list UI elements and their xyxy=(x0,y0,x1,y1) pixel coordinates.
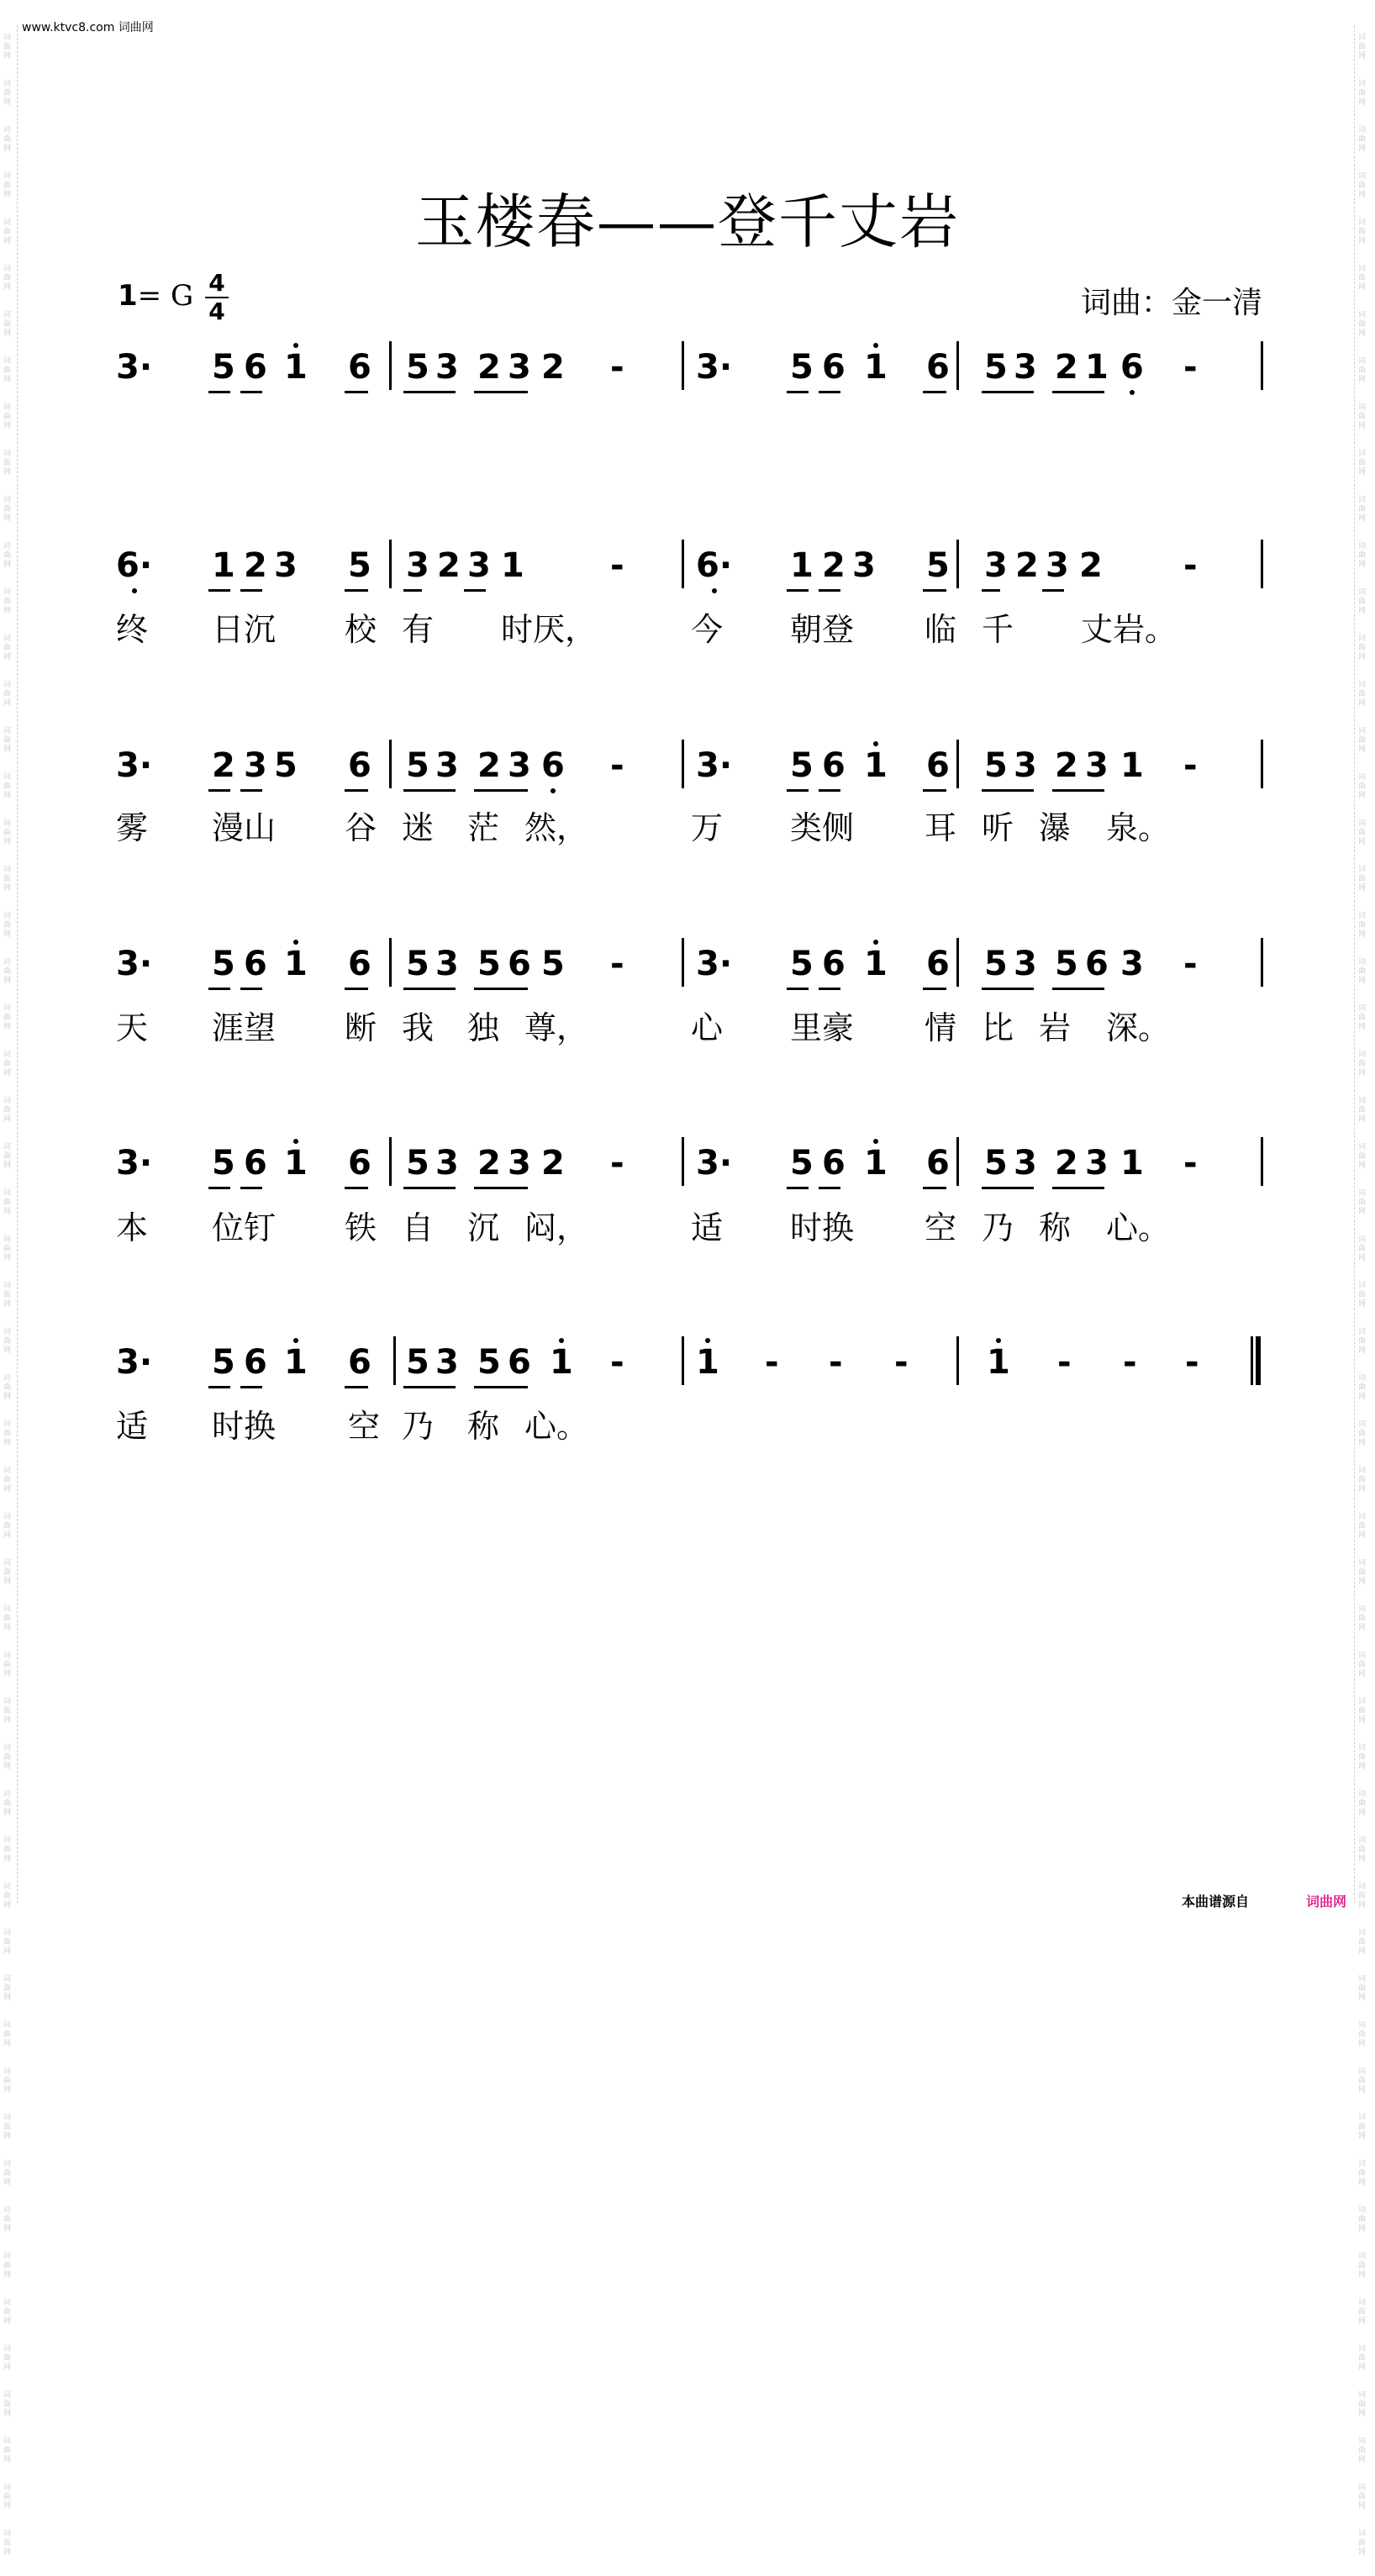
note: 3· xyxy=(696,945,733,983)
bar-line xyxy=(682,540,684,588)
beam-underline xyxy=(923,391,946,393)
lyric-syllable: 沉 xyxy=(467,1209,500,1246)
lyric-syllable: 听 xyxy=(982,809,1014,846)
notation-line-3 xyxy=(116,745,1264,795)
lyric-syllable: 我 xyxy=(402,1009,435,1046)
note: 6 xyxy=(244,1144,267,1183)
lyric-syllable: 漫山 xyxy=(212,809,277,846)
note: 1 xyxy=(1085,348,1109,387)
note: 2 xyxy=(541,348,565,387)
lyric-line-1 xyxy=(116,603,1264,648)
lyric-syllable: 称 xyxy=(1039,1209,1072,1246)
beam-underline xyxy=(240,1187,262,1189)
note: 3· xyxy=(696,746,733,785)
note: 3 xyxy=(1014,348,1037,387)
lyric-syllable: 今 xyxy=(691,611,724,648)
beam-underline xyxy=(208,789,230,792)
note: 1 xyxy=(501,546,524,585)
note: 6 xyxy=(348,1144,371,1183)
bar-line xyxy=(389,540,392,588)
note: 6· xyxy=(116,546,153,585)
note: 3 xyxy=(984,546,1008,585)
lyric-syllable: 时换 xyxy=(790,1209,855,1246)
lyric-syllable: 独 xyxy=(467,1009,500,1046)
lyric-syllable: 临 xyxy=(925,611,957,648)
beam-underline xyxy=(819,391,840,393)
note: 3· xyxy=(116,945,153,983)
note: 6 xyxy=(822,746,846,785)
time-signature-top: 4 xyxy=(208,269,225,297)
beam-underline xyxy=(1052,789,1104,792)
lyric-syllable: 千 xyxy=(982,611,1014,648)
beam-underline xyxy=(208,589,230,592)
beam-underline xyxy=(923,589,946,592)
bar-line xyxy=(1261,341,1263,390)
lyric-syllable: 终 xyxy=(116,611,149,648)
beam-underline xyxy=(474,1386,528,1388)
note: 3 xyxy=(1046,546,1069,585)
time-signature xyxy=(205,271,229,324)
lyric-syllable: 适 xyxy=(691,1209,724,1246)
bar-line xyxy=(389,938,392,987)
footer-site-link[interactable]: 词曲网 xyxy=(1305,1894,1346,1910)
beam-underline xyxy=(819,988,840,990)
note: 1 xyxy=(284,1343,308,1382)
lyric-syllable: 位钉 xyxy=(212,1209,277,1246)
lyric-syllable: 日沉 xyxy=(212,611,277,648)
lyric-syllable: 类侧 xyxy=(790,809,855,846)
beam-underline xyxy=(787,1187,809,1189)
bar-line xyxy=(1261,1137,1263,1186)
bar-line xyxy=(389,740,392,788)
footer-source-label: 本曲谱源自 xyxy=(1181,1894,1249,1910)
bar-line xyxy=(682,341,684,390)
note: 3 xyxy=(508,746,531,785)
lyric-line-4 xyxy=(116,1202,1264,1244)
site-label[interactable]: www.ktvc8.com 词曲网 xyxy=(22,21,154,34)
bar-line xyxy=(389,1137,392,1186)
dash: - xyxy=(1183,945,1198,983)
lyric-syllable: 适 xyxy=(116,1408,149,1445)
key-letter: G xyxy=(170,279,194,313)
bar-line xyxy=(956,1137,959,1186)
beam-underline xyxy=(345,988,368,990)
beam-underline xyxy=(208,1187,230,1189)
bar-line xyxy=(682,1137,684,1186)
bar-line xyxy=(1261,938,1263,987)
bar-line xyxy=(956,740,959,788)
dash: - xyxy=(610,746,624,785)
note: 1 xyxy=(864,945,888,983)
note: 5 xyxy=(984,746,1008,785)
lyric-syllable: 茫 xyxy=(467,809,500,846)
bar-line xyxy=(389,341,392,390)
note: 3· xyxy=(116,746,153,785)
note: 3 xyxy=(435,348,459,387)
note: 5 xyxy=(984,945,1008,983)
bar-line xyxy=(682,740,684,788)
notation-line-1 xyxy=(116,346,1264,397)
beam-underline xyxy=(923,1187,946,1189)
note: 3 xyxy=(508,1144,531,1183)
note: 3· xyxy=(116,348,153,387)
note: 3 xyxy=(1085,1144,1109,1183)
note: 3 xyxy=(508,348,531,387)
note: 5 xyxy=(212,1343,235,1382)
note: 3 xyxy=(1085,746,1109,785)
beam-underline xyxy=(1052,391,1104,393)
note: 3 xyxy=(274,546,298,585)
dash: - xyxy=(1183,348,1198,387)
note: 6 xyxy=(1120,348,1144,387)
beam-underline xyxy=(787,391,809,393)
note: 3 xyxy=(1014,945,1037,983)
final-bar-line xyxy=(1251,1336,1261,1385)
beam-underline xyxy=(403,391,456,393)
lyric-syllable: 断 xyxy=(345,1009,377,1046)
beam-underline xyxy=(403,589,422,592)
beam-underline xyxy=(240,988,262,990)
note: 5 xyxy=(790,945,814,983)
note: 2 xyxy=(477,348,501,387)
note: 5 xyxy=(406,1343,429,1382)
note: 1 xyxy=(1120,746,1144,785)
note: 1 xyxy=(284,1144,308,1183)
note: 3· xyxy=(116,1144,153,1183)
dash: - xyxy=(1183,746,1198,785)
left-watermark-strip: 词 曲 网 词 曲 网 词 曲 网 词 曲 网 词 曲 网 词 曲 网 词 曲 网 词 曲 网 词 曲 网 词 曲 网 词 曲 网 词 曲 网 词 曲 网 词 曲 网 词 曲 网 词 曲 网 词 曲 网 词 曲 网 词 曲 网 词 曲 网 词 曲 网 词 曲 网 词 曲 网 词 曲 网 词 曲 网 词 曲 网 词 曲 网 词 曲 网 词 曲 网 词 曲 网 词 曲 网 词 曲 网 词 曲 网 词 曲 网 词 曲 网 词 曲 网 词 曲 网 词 曲 网 词 曲 网 词 曲 网 词 曲 网 词 曲 网 词 曲 网 词 曲 网 词 曲 网 词 曲 网 词 曲 网 词 曲 网 词 曲 网 词 曲 网 词 曲 网 词 曲 网 词 曲 网 词 曲 网 词 曲 网 xyxy=(3,34,12,2557)
note: 2 xyxy=(1055,1144,1078,1183)
lyric-syllable: 然， xyxy=(524,809,589,846)
beam-underline xyxy=(819,589,840,592)
lyric-line-2 xyxy=(116,802,1264,844)
beam-underline xyxy=(345,589,368,592)
note: 1 xyxy=(864,746,888,785)
beam-underline xyxy=(464,589,486,592)
note: 6 xyxy=(926,348,950,387)
bar-line xyxy=(1261,740,1263,788)
beam-underline xyxy=(403,988,456,990)
note: 3 xyxy=(406,546,429,585)
note: 2 xyxy=(477,1144,501,1183)
note: 3 xyxy=(1120,945,1144,983)
note: 5 xyxy=(984,348,1008,387)
note: 5 xyxy=(212,348,235,387)
note: 1 xyxy=(212,546,235,585)
note: 2 xyxy=(822,546,846,585)
note: 6 xyxy=(244,945,267,983)
note: 5 xyxy=(541,945,565,983)
beam-underline xyxy=(240,1386,262,1388)
key-equals: = xyxy=(137,279,162,313)
note: 3· xyxy=(116,1343,153,1382)
beam-underline xyxy=(403,1187,456,1189)
beam-underline xyxy=(819,789,840,792)
beam-underline xyxy=(474,1187,528,1189)
lyric-syllable: 比 xyxy=(982,1009,1014,1046)
lyric-syllable: 时厌， xyxy=(501,611,598,648)
note: 5 xyxy=(212,1144,235,1183)
note: 3 xyxy=(435,945,459,983)
dash: - xyxy=(1057,1343,1072,1382)
lyric-syllable: 谷 xyxy=(345,809,377,846)
note: 2 xyxy=(1055,746,1078,785)
note: 2 xyxy=(1079,546,1103,585)
beam-underline xyxy=(208,988,230,990)
bar-line xyxy=(956,938,959,987)
beam-underline xyxy=(982,988,1034,990)
dash: - xyxy=(610,1144,624,1183)
note: 5 xyxy=(212,945,235,983)
lyric-syllable: 岩 xyxy=(1039,1009,1072,1046)
beam-underline xyxy=(345,789,368,792)
note: 6 xyxy=(244,1343,267,1382)
lyric-syllable: 有 xyxy=(402,611,435,648)
beam-underline xyxy=(787,988,809,990)
beam-underline xyxy=(474,789,528,792)
lyric-syllable: 天 xyxy=(116,1009,149,1046)
key-signature xyxy=(118,279,193,329)
dash: - xyxy=(610,1343,624,1382)
note: 5 xyxy=(926,546,950,585)
lyric-syllable: 雾 xyxy=(116,809,149,846)
note: 1 xyxy=(696,1343,719,1382)
beam-underline xyxy=(982,789,1034,792)
note: 5 xyxy=(477,945,501,983)
note: 5 xyxy=(477,1343,501,1382)
note: 6 xyxy=(1085,945,1109,983)
note: 3 xyxy=(467,546,491,585)
lyric-syllable: 丈岩。 xyxy=(1081,611,1177,648)
dash: - xyxy=(1123,1343,1137,1382)
note: 2 xyxy=(477,746,501,785)
note: 5 xyxy=(790,348,814,387)
bar-line xyxy=(682,938,684,987)
lyric-syllable: 心。 xyxy=(524,1408,589,1445)
note: 6 xyxy=(348,945,371,983)
lyric-syllable: 迷 xyxy=(402,809,435,846)
beam-underline xyxy=(787,589,809,592)
note: 1 xyxy=(1120,1144,1144,1183)
dash: - xyxy=(829,1343,843,1382)
dash: - xyxy=(610,348,624,387)
note: 5 xyxy=(790,746,814,785)
lyric-line-5 xyxy=(116,1400,1264,1445)
note: 6 xyxy=(508,1343,531,1382)
note: 6· xyxy=(696,546,733,585)
beam-underline xyxy=(982,391,1034,393)
beam-underline xyxy=(240,391,262,393)
note: 1 xyxy=(550,1343,573,1382)
note: 3 xyxy=(852,546,876,585)
lyric-syllable: 空 xyxy=(348,1408,381,1445)
dash: - xyxy=(765,1343,779,1382)
beam-underline xyxy=(982,589,1000,592)
time-signature-bottom: 4 xyxy=(208,298,225,325)
note: 1 xyxy=(284,348,308,387)
lyric-syllable: 尊， xyxy=(524,1009,589,1046)
beam-underline xyxy=(403,789,456,792)
note: 1 xyxy=(987,1343,1010,1382)
note: 5 xyxy=(406,945,429,983)
beam-underline xyxy=(923,988,946,990)
dash: - xyxy=(1185,1343,1199,1382)
note: 1 xyxy=(284,945,308,983)
note: 5 xyxy=(1055,945,1078,983)
note: 1 xyxy=(864,348,888,387)
note: 3· xyxy=(696,1144,733,1183)
lyric-syllable: 心 xyxy=(691,1009,724,1046)
note: 3 xyxy=(244,746,267,785)
bar-line xyxy=(956,1336,959,1385)
note: 3 xyxy=(435,1144,459,1183)
note: 1 xyxy=(864,1144,888,1183)
left-margin-line xyxy=(17,25,18,1904)
beam-underline xyxy=(1052,988,1104,990)
note: 3 xyxy=(435,1343,459,1382)
lyric-syllable: 校 xyxy=(345,611,377,648)
note: 6 xyxy=(822,1144,846,1183)
note: 5 xyxy=(790,1144,814,1183)
right-margin-line xyxy=(1354,25,1355,1904)
note: 2 xyxy=(437,546,461,585)
author-credit: 词曲：金一清 xyxy=(1080,286,1262,320)
note: 6 xyxy=(508,945,531,983)
note: 6 xyxy=(926,945,950,983)
beam-underline xyxy=(345,1386,368,1388)
note: 5 xyxy=(984,1144,1008,1183)
lyric-syllable: 瀑 xyxy=(1039,809,1072,846)
bar-line xyxy=(393,1336,396,1385)
bar-line xyxy=(1261,540,1263,588)
note: 5 xyxy=(406,746,429,785)
song-title: 玉楼春——登千丈岩 xyxy=(415,187,960,256)
beam-underline xyxy=(923,789,946,792)
lyric-syllable: 情 xyxy=(925,1009,957,1046)
lyric-syllable: 称 xyxy=(467,1408,500,1445)
beam-underline xyxy=(208,391,230,393)
dash: - xyxy=(894,1343,909,1382)
note: 6 xyxy=(244,348,267,387)
lyric-syllable: 涯望 xyxy=(212,1009,277,1046)
note: 2 xyxy=(541,1144,565,1183)
beam-underline xyxy=(474,391,528,393)
bar-line xyxy=(956,341,959,390)
beam-underline xyxy=(240,789,262,792)
bar-line xyxy=(956,540,959,588)
note: 5 xyxy=(274,746,298,785)
lyric-line-3 xyxy=(116,1002,1264,1044)
lyric-syllable: 时换 xyxy=(212,1408,277,1445)
note: 6 xyxy=(541,746,565,785)
note: 2 xyxy=(244,546,267,585)
lyric-syllable: 乃 xyxy=(402,1408,435,1445)
dash: - xyxy=(1183,546,1198,585)
beam-underline xyxy=(208,1386,230,1388)
key-degree: 1 xyxy=(118,279,138,313)
bar-line xyxy=(682,1336,684,1385)
note: 2 xyxy=(1055,348,1078,387)
note: 6 xyxy=(926,1144,950,1183)
dash: - xyxy=(1183,1144,1198,1183)
beam-underline xyxy=(982,1187,1034,1189)
note: 6 xyxy=(822,945,846,983)
beam-underline xyxy=(345,1187,368,1189)
note: 3 xyxy=(1014,1144,1037,1183)
lyric-syllable: 泉。 xyxy=(1106,809,1171,846)
note: 6 xyxy=(348,348,371,387)
beam-underline xyxy=(1042,589,1064,592)
note: 6 xyxy=(348,746,371,785)
note: 6 xyxy=(926,746,950,785)
note: 3· xyxy=(696,348,733,387)
lyric-syllable: 空 xyxy=(925,1209,957,1246)
note: 5 xyxy=(348,546,371,585)
beam-underline xyxy=(787,789,809,792)
right-watermark-strip: 词 曲 网 词 曲 网 词 曲 网 词 曲 网 词 曲 网 词 曲 网 词 曲 网 词 曲 网 词 曲 网 词 曲 网 词 曲 网 词 曲 网 词 曲 网 词 曲 网 词 曲 网 词 曲 网 词 曲 网 词 曲 网 词 曲 网 词 曲 网 词 曲 网 词 曲 网 词 曲 网 词 曲 网 词 曲 网 词 曲 网 词 曲 网 词 曲 网 词 曲 网 词 曲 网 词 曲 网 词 曲 网 词 曲 网 词 曲 网 词 曲 网 词 曲 网 词 曲 网 词 曲 网 词 曲 网 词 曲 网 词 曲 网 词 曲 网 词 曲 网 词 曲 网 词 曲 网 词 曲 网 词 曲 网 词 曲 网 词 曲 网 词 曲 网 词 曲 网 词 曲 网 词 曲 网 词 曲 网 词 曲 网 xyxy=(1358,34,1367,2557)
beam-underline xyxy=(345,391,368,393)
note: 5 xyxy=(406,1144,429,1183)
note: 3 xyxy=(435,746,459,785)
notation-line-2 xyxy=(116,545,1264,595)
lyric-syllable: 朝登 xyxy=(790,611,855,648)
lyric-syllable: 自 xyxy=(402,1209,435,1246)
note: 3 xyxy=(1014,746,1037,785)
note: 6 xyxy=(822,348,846,387)
beam-underline xyxy=(819,1187,840,1189)
lyric-syllable: 铁 xyxy=(345,1209,377,1246)
lyric-syllable: 闷， xyxy=(524,1209,589,1246)
dash: - xyxy=(610,546,624,585)
note: 1 xyxy=(790,546,814,585)
beam-underline xyxy=(1052,1187,1104,1189)
lyric-syllable: 里豪 xyxy=(790,1009,855,1046)
note: 2 xyxy=(212,746,235,785)
lyric-syllable: 深。 xyxy=(1106,1009,1171,1046)
note: 5 xyxy=(406,348,429,387)
beam-underline xyxy=(240,589,262,592)
notation-line-4 xyxy=(116,943,1264,993)
lyric-syllable: 万 xyxy=(691,809,724,846)
lyric-syllable: 耳 xyxy=(925,809,957,846)
lyric-syllable: 本 xyxy=(116,1209,149,1246)
note: 6 xyxy=(348,1343,371,1382)
lyric-syllable: 乃 xyxy=(982,1209,1014,1246)
dash: - xyxy=(610,945,624,983)
notation-line-5 xyxy=(116,1142,1264,1193)
beam-underline xyxy=(474,988,528,990)
notation-line-6 xyxy=(116,1341,1264,1392)
lyric-syllable: 心。 xyxy=(1106,1209,1171,1246)
beam-underline xyxy=(403,1386,456,1388)
note: 2 xyxy=(1015,546,1039,585)
